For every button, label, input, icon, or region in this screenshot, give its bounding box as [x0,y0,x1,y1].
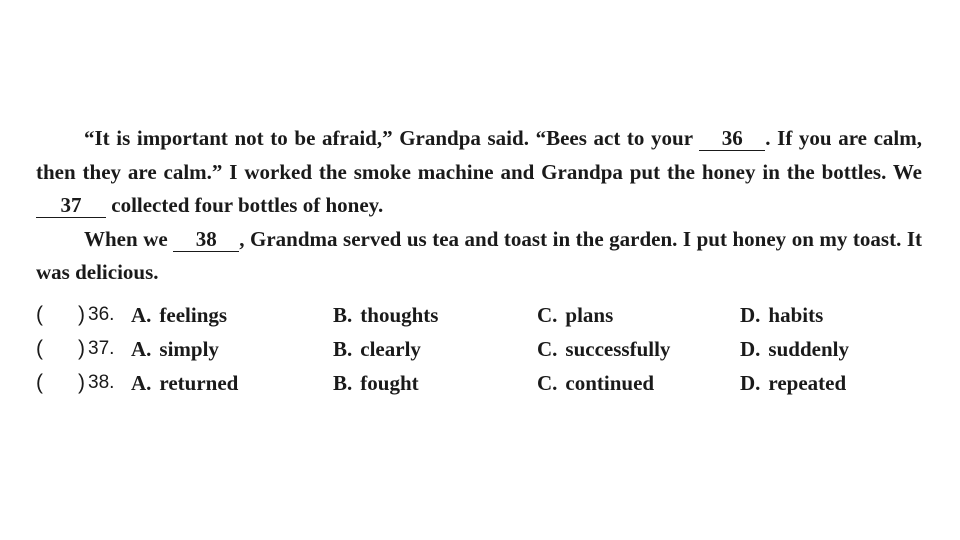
option-text: returned [159,371,239,395]
reading-passage [36,122,922,290]
option-letter: D. [740,303,761,327]
option-text: habits [768,303,824,327]
option-text: feelings [159,303,228,327]
option-letter: A. [131,337,152,361]
question-number: 36. [88,304,115,325]
option-letter: B. [333,371,353,395]
option-letter: B. [333,337,353,361]
option-d[interactable] [740,334,849,364]
option-text: clearly [360,337,421,361]
option-a[interactable] [131,300,227,330]
answer-paren-open[interactable]: ( [36,303,43,326]
option-a[interactable] [131,334,219,364]
option-text: repeated [768,371,847,395]
option-text: fought [360,371,419,395]
passage-text: . If you are calm, then they are calm.” I worked the smoke machine and Grandpa put the honey in the bottles. We [36,126,922,184]
option-letter: C. [537,303,558,327]
answer-paren-open[interactable]: ( [36,337,43,360]
question-row-36 [36,300,922,330]
passage-paragraph-1 [36,122,922,223]
option-c[interactable] [537,300,613,330]
option-letter: C. [537,337,558,361]
option-b[interactable] [333,334,421,364]
answer-blank-37: 37 [36,193,106,218]
option-d[interactable] [740,368,846,398]
option-c[interactable] [537,334,670,364]
option-letter: C. [537,371,558,395]
question-number: 37. [88,338,115,359]
option-letter: A. [131,303,152,327]
option-letter: D. [740,371,761,395]
option-letter: D. [740,337,761,361]
passage-text: , Grandma served us tea and toast in the garden. I put honey on my toast. It was delicious. [36,226,922,284]
option-a[interactable] [131,368,238,398]
answer-blank-36: 36 [699,126,765,151]
option-c[interactable] [537,368,654,398]
answer-paren-close: ) [78,337,85,360]
option-b[interactable] [333,300,438,330]
question-row-38 [36,368,922,398]
option-text: continued [565,371,655,395]
passage-paragraph-2 [36,223,922,290]
passage-text: When we [84,226,174,251]
passage-text: collected four bottles of honey. [106,193,384,217]
option-d[interactable] [740,300,823,330]
option-text: thoughts [360,303,439,327]
answer-blank-38: 38 [173,227,239,252]
answer-paren-open[interactable]: ( [36,371,43,394]
option-b[interactable] [333,368,419,398]
option-letter: B. [333,303,353,327]
question-row-37 [36,334,922,364]
answer-paren-close: ) [78,303,85,326]
option-text: simply [159,337,219,361]
option-text: suddenly [768,337,849,361]
option-letter: A. [131,371,152,395]
question-number: 38. [88,372,115,393]
option-text: plans [565,303,614,327]
option-text: successfully [565,337,671,361]
passage-text: “It is important not to be afraid,” Grandpa said. “Bees act to your [84,126,700,150]
answer-paren-close: ) [78,371,85,394]
